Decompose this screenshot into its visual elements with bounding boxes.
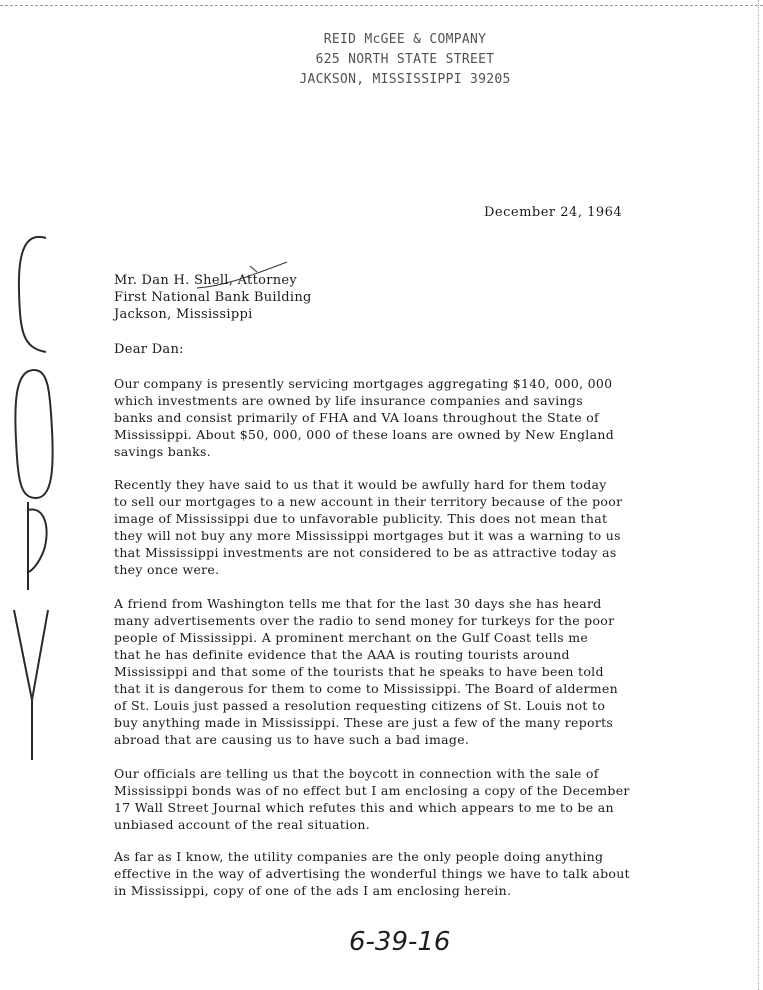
paragraph-line: abroad that are causing us to have such a bad image. (114, 732, 470, 747)
paragraph-line: effective in the way of advertising the wonderful things we have to talk about (114, 866, 630, 881)
copy-stamp-letter-p (28, 502, 47, 590)
copy-stamp-letter-c (19, 237, 46, 352)
paragraph-line: people of Mississippi. A prominent merchant on the Gulf Coast tells me (114, 630, 589, 645)
paragraph-line: which investments are owned by life insurance companies and savings (114, 393, 583, 408)
addressee-building: First National Bank Building (114, 290, 312, 305)
paragraph-line: that Mississippi investments are not considered to be as attractive today as (114, 545, 617, 560)
paragraph-line: Our company is presently servicing mortgages aggregating $140, 000, 000 (114, 376, 613, 391)
paragraph-line: Mississippi bonds was of no effect but I am enclosing a copy of the December (114, 783, 630, 798)
paragraph-line: many advertisements over the radio to send money for turkeys for the poor (114, 613, 615, 628)
paragraph-line: Recently they have said to us that it would be awfully hard for them today (114, 477, 607, 492)
perforated-edge (0, 5, 763, 6)
paragraph-3 (114, 595, 704, 748)
copy-stamp-letter-o (15, 370, 52, 498)
handwritten-file-number (345, 920, 485, 960)
addressee-block (114, 272, 312, 323)
paragraph-line: Mississippi and that some of the tourists that he speaks to have been told (114, 664, 604, 679)
paragraph-line: A friend from Washington tells me that for the last 30 days she has heard (114, 596, 602, 611)
paragraph-line: that he has definite evidence that the AAA is routing tourists around (114, 647, 570, 662)
copy-stamp (8, 230, 58, 770)
paragraph-1 (114, 375, 704, 460)
paragraph-line: Mississippi. About $50, 000, 000 of these loans are owned by New England (114, 427, 615, 442)
paragraph-line: they will not buy any more Mississippi mortgages but it was a warning to us (114, 528, 621, 543)
letterhead-street: 625 NORTH STATE STREET (315, 52, 495, 67)
paragraph-line: savings banks. (114, 444, 212, 459)
paragraph-line: in Mississippi, copy of one of the ads I am enclosing herein. (114, 883, 512, 898)
paragraph-line: that it is dangerous for them to come to Mississippi. The Board of aldermen (114, 681, 618, 696)
addressee-city: Jackson, Mississippi (114, 307, 253, 322)
paragraph-line: unbiased account of the real situation. (114, 817, 370, 832)
paragraph-line: banks and consist primarily of FHA and VA loans throughout the State of (114, 410, 599, 425)
paragraph-line: they once were. (114, 562, 220, 577)
paragraph-line: 17 Wall Street Journal which refutes this and which appears to me to be an (114, 800, 614, 815)
letterhead-city: JACKSON, MISSISSIPPI 39205 (299, 72, 511, 87)
addressee-name: Mr. Dan H. Shell, Attorney (114, 273, 298, 288)
letterhead (290, 30, 520, 90)
paragraph-line: As far as I know, the utility companies are the only people doing anything (114, 849, 604, 864)
file-number-text: 6-39-16 (349, 927, 451, 957)
letterhead-company: REID McGEE & COMPANY (323, 32, 487, 47)
copy-stamp-letter-y (14, 610, 48, 760)
page-edge (758, 0, 759, 990)
paragraph-4 (114, 765, 704, 833)
paragraph-line: image of Mississippi due to unfavorable publicity. This does not mean that (114, 511, 608, 526)
paragraph-2 (114, 476, 704, 578)
paragraph-line: Our officials are telling us that the boycott in connection with the sale of (114, 766, 599, 781)
letter-date: December 24, 1964 (484, 205, 623, 220)
paragraph-line: of St. Louis just passed a resolution requesting citizens of St. Louis not to (114, 698, 606, 713)
paragraph-line: to sell our mortgages to a new account in their territory because of the poor (114, 494, 623, 509)
paragraph-line: buy anything made in Mississippi. These are just a few of the many reports (114, 715, 614, 730)
paragraph-5 (114, 848, 704, 899)
salutation: Dear Dan: (114, 342, 184, 357)
